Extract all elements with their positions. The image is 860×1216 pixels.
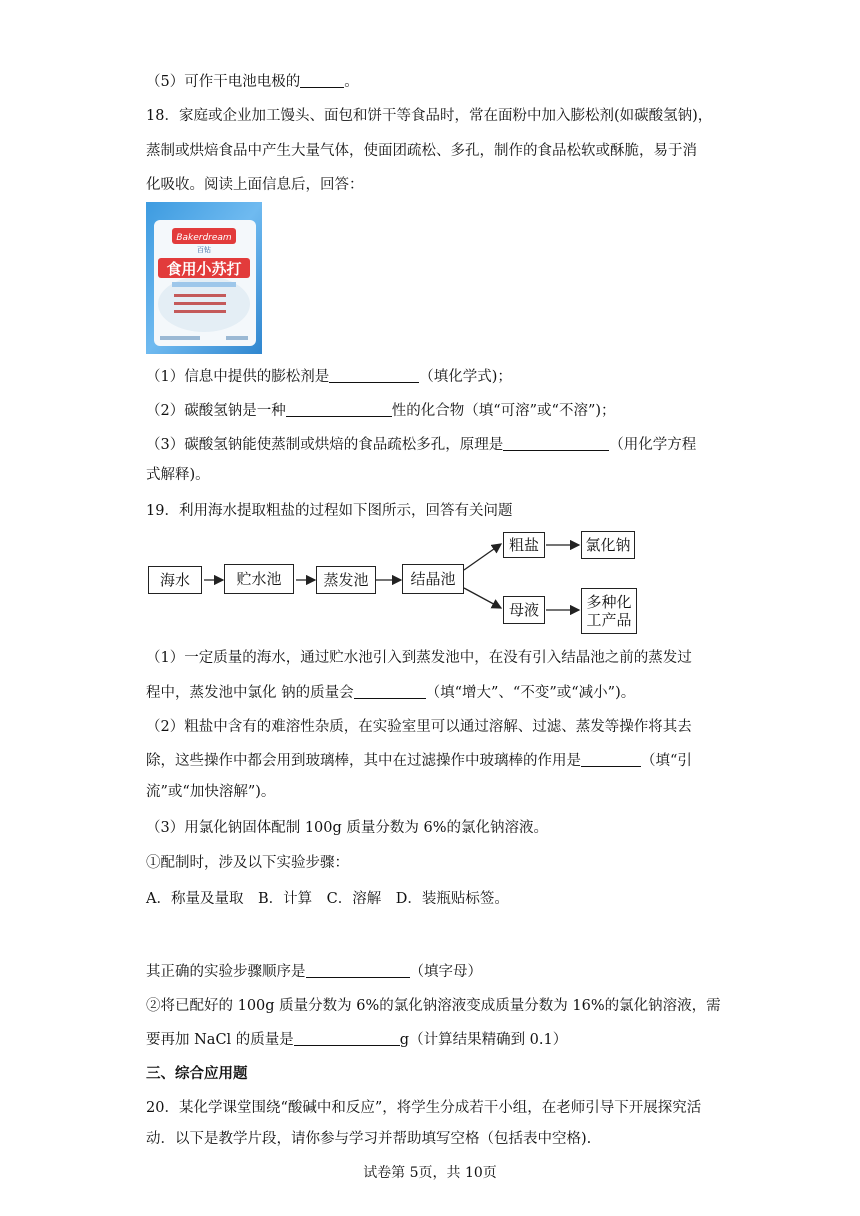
box-mother-liquor: 母液 [503,596,545,624]
answer-blank[interactable] [300,72,344,88]
page-footer: 试卷第 5页，共 10页 [363,1165,497,1181]
answer-blank[interactable] [306,962,410,978]
q18-3: （3）碳酸氢钠能使蒸制或烘焙的食品疏松多孔，原理是 （用化学方程 [146,437,697,453]
box-crude-salt: 粗盐 [503,532,545,558]
q19-3-a: ①配制时，涉及以下实验步骤： [146,855,349,871]
q19-2-line1: （2）粗盐中含有的难溶性杂质，在实验室里可以通过溶解、过滤、蒸发等操作将其去 [146,719,692,735]
q19-2: 除，这些操作中都会用到玻璃棒，其中在过滤操作中玻璃棒的作用是 （填“引 [146,753,692,769]
q19-3-options: A．称量及量取 B．计算 C．溶解 D．装瓶贴标签。 [146,891,509,907]
answer-blank[interactable] [286,401,392,417]
q19-3-b: 要再加 NaCl 的质量是 g（计算结果精确到 0.1） [146,1032,568,1048]
q19-3: （3）用氯化钠固体配制 100g 质量分数为 6%的氯化钠溶液。 [146,820,549,836]
q20-line1: 20．某化学课堂围绕“酸碱中和反应”，将学生分成若干小组，在老师引导下开展探究活 [146,1100,702,1116]
q18-line1: 18．家庭或企业加工馒头、面包和饼干等食品时，常在面粉中加入膨松剂(如碳酸氢钠)， [146,108,713,124]
answer-blank[interactable] [329,367,419,383]
q17-5: （5）可作干电池电极的 。 [146,74,359,90]
sea-salt-process-diagram [146,528,686,640]
brand-logo: Bakerdream [176,233,232,243]
q19-2-cont: 流”或“加快溶解”)。 [146,784,276,800]
box-reservoir: 贮水池 [224,564,294,594]
product-name: 食用小苏打 [166,260,242,278]
answer-blank[interactable] [581,751,641,767]
box-crystallization-pond: 结晶池 [402,564,464,594]
q19-3-b-line1: ②将已配好的 100g 质量分数为 6%的氯化钠溶液变成质量分数为 16%的氯化钠溶液，需 [146,998,721,1014]
q20-line2: 动．以下是教学片段，请你参与学习并帮助填写空格（包括表中空格). [146,1131,592,1147]
q19-1: 程中，蒸发池中氯化 钠的质量会 （填“增大”、“不变”或“减小”)。 [146,685,636,701]
q19-3-order: 其正确的实验步骤顺序是 （填字母） [146,964,482,980]
brand-name: 百钻 [197,246,211,254]
q18-line2: 蒸制或烘焙食品中产生大量气体，使面团疏松、多孔，制作的食品松软或酥脆，易于消 [146,143,697,159]
answer-blank[interactable] [503,435,609,451]
baking-soda-package-image [146,202,262,354]
answer-blank[interactable] [294,1030,400,1046]
section-3-heading: 三、综合应用题 [146,1065,248,1082]
box-evaporation-pond: 蒸发池 [316,566,376,594]
q19-title: 19．利用海水提取粗盐的过程如下图所示，回答有关问题 [146,503,513,519]
q19-1-line1: （1）一定质量的海水，通过贮水池引入到蒸发池中，在没有引入结晶池之前的蒸发过 [146,650,692,666]
q18-1: （1）信息中提供的膨松剂是 （填化学式)； [146,369,512,385]
box-seawater: 海水 [148,566,202,594]
q18-line3: 化吸收。阅读上面信息后，回答： [146,177,364,193]
answer-blank[interactable] [354,683,426,699]
box-sodium-chloride: 氯化钠 [581,531,635,559]
q18-2: （2）碳酸氢钠是一种 性的化合物（填“可溶”或“不溶”)； [146,403,616,419]
box-chemical-products: 多种化 工产品 [581,588,637,634]
q18-3-cont: 式解释)。 [146,467,210,483]
